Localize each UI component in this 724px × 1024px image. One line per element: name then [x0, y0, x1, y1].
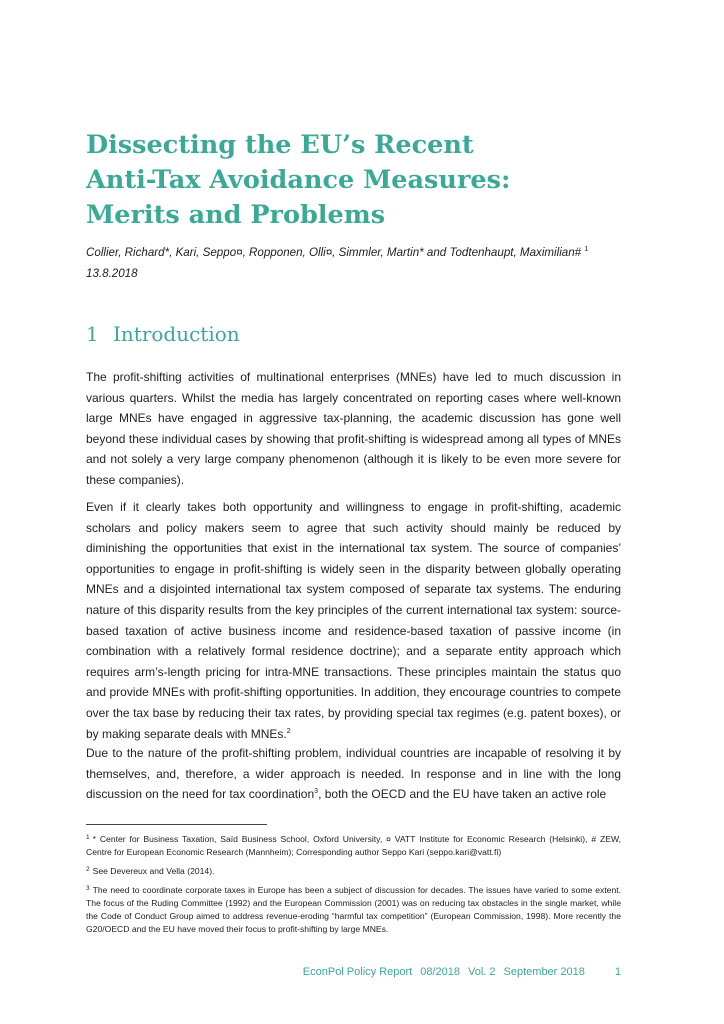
title-line: Dissecting the EU’s Recent: [86, 130, 474, 160]
author-block: [86, 239, 631, 284]
footnote: [86, 865, 621, 878]
footnotes: [86, 833, 621, 942]
footer-issue: 08/2018: [420, 966, 460, 978]
page-footer: [295, 966, 621, 978]
footnote-reference[interactable]: 3: [314, 788, 319, 796]
paragraph-text: Due to the nature of the profit-shifting problem, individual countries are incapable of resolving it by themselves, and, therefore, a wider approach is needed. In response and in line with the long discussion on the need for tax coordination: [86, 746, 621, 802]
footnote-reference[interactable]: 1: [584, 246, 589, 253]
footnote-reference[interactable]: 2: [286, 727, 291, 735]
page-number: 1: [614, 966, 621, 978]
footer-month: September 2018: [503, 966, 585, 978]
footer-volume: Vol. 2: [468, 966, 496, 978]
footnote: [86, 884, 621, 936]
section-heading: [86, 320, 240, 348]
footnote-text: The need to coordinate corporate taxes in Europe has been a subject of discussion for decades. The issues have varied to some extent. The focus of the Ruding Committee (1992) and the European Commission (2001) was on reducing tax obstacles in the single market, while the Code of Conduct Group aimed to address revenue-eroding “harmful tax competition” (European Commission, 1998). More recently the G20/OECD and the EU have moved their focus to profit-shifting by large MNEs.: [86, 885, 621, 934]
paragraph-text: The profit-shifting activities of multinational enterprises (MNEs) have led to much discussion in various quarters. Whilst the media has largely concentrated on reporting cases where well-known large MNEs have engaged in aggressive tax-planning, the academic discussion has gone well beyond these individual cases by showing that profit-shifting is widespread among all types of MNEs and not solely a very large company phenomenon (although it is likely to be even more severe for these companies).: [86, 370, 621, 487]
footnote: [86, 833, 621, 859]
body-paragraph: [86, 367, 621, 491]
section-title: Introduction: [113, 322, 240, 346]
footnote-mark: 3: [86, 885, 90, 892]
document-title: [86, 128, 646, 233]
paragraph-text: , both the OECD and the EU have taken an active role: [318, 787, 607, 802]
footnote-text: See Devereux and Vella (2014).: [92, 866, 215, 876]
section-number: 1: [86, 322, 99, 346]
publication-date: 13.8.2018: [86, 267, 138, 280]
author-list: Collier, Richard*, Kari, Seppo¤, Ropponen, Olli¤, Simmler, Martin* and Todtenhaupt, Maximilian#: [86, 246, 582, 259]
paragraph-text: Even if it clearly takes both opportunity and willingness to engage in profit-shifting, academic scholars and policy makers seem to agree that such activity should mainly be reduced by diminishing the opportunities that exist in the international tax system. The source of companies’ opportunities to engage in profit-shifting is widely seen in the disparity between globally operating MNEs and a disjointed international tax system composed of separate tax systems. The enduring nature of this disparity results from the key principles of the current international tax system: source-based taxation of active business income and residence-based taxation of passive income (in combination with a relatively formal residence doctrine); and a separate entity approach which requires arm’s-length pricing for intra-MNE transactions. These principles maintain the status quo and provide MNEs with profit-shifting opportunities. In addition, they encourage countries to compete over the tax base by reducing their tax rates, by providing special tax regimes (e.g. patent boxes), or by making separate deals with MNEs.: [86, 500, 621, 741]
footnote-divider: [86, 824, 267, 825]
title-line: Merits and Problems: [86, 200, 386, 230]
body-paragraph: [86, 497, 621, 744]
footnote-mark: 1: [86, 834, 90, 841]
body-paragraph: [86, 743, 621, 805]
footnote-text: * Center for Business Taxation, Saïd Business School, Oxford University, ¤ VATT Institute for Economic Research (Helsinki), # ZEW, Centre for European Economic Research (Mannheim); Corresponding author Seppo Kari (seppo.kari@vatt.fi): [86, 834, 621, 857]
title-line: Anti-Tax Avoidance Measures:: [86, 165, 511, 195]
footer-publication: EconPol Policy Report: [302, 966, 413, 978]
footnote-mark: 2: [86, 866, 90, 873]
